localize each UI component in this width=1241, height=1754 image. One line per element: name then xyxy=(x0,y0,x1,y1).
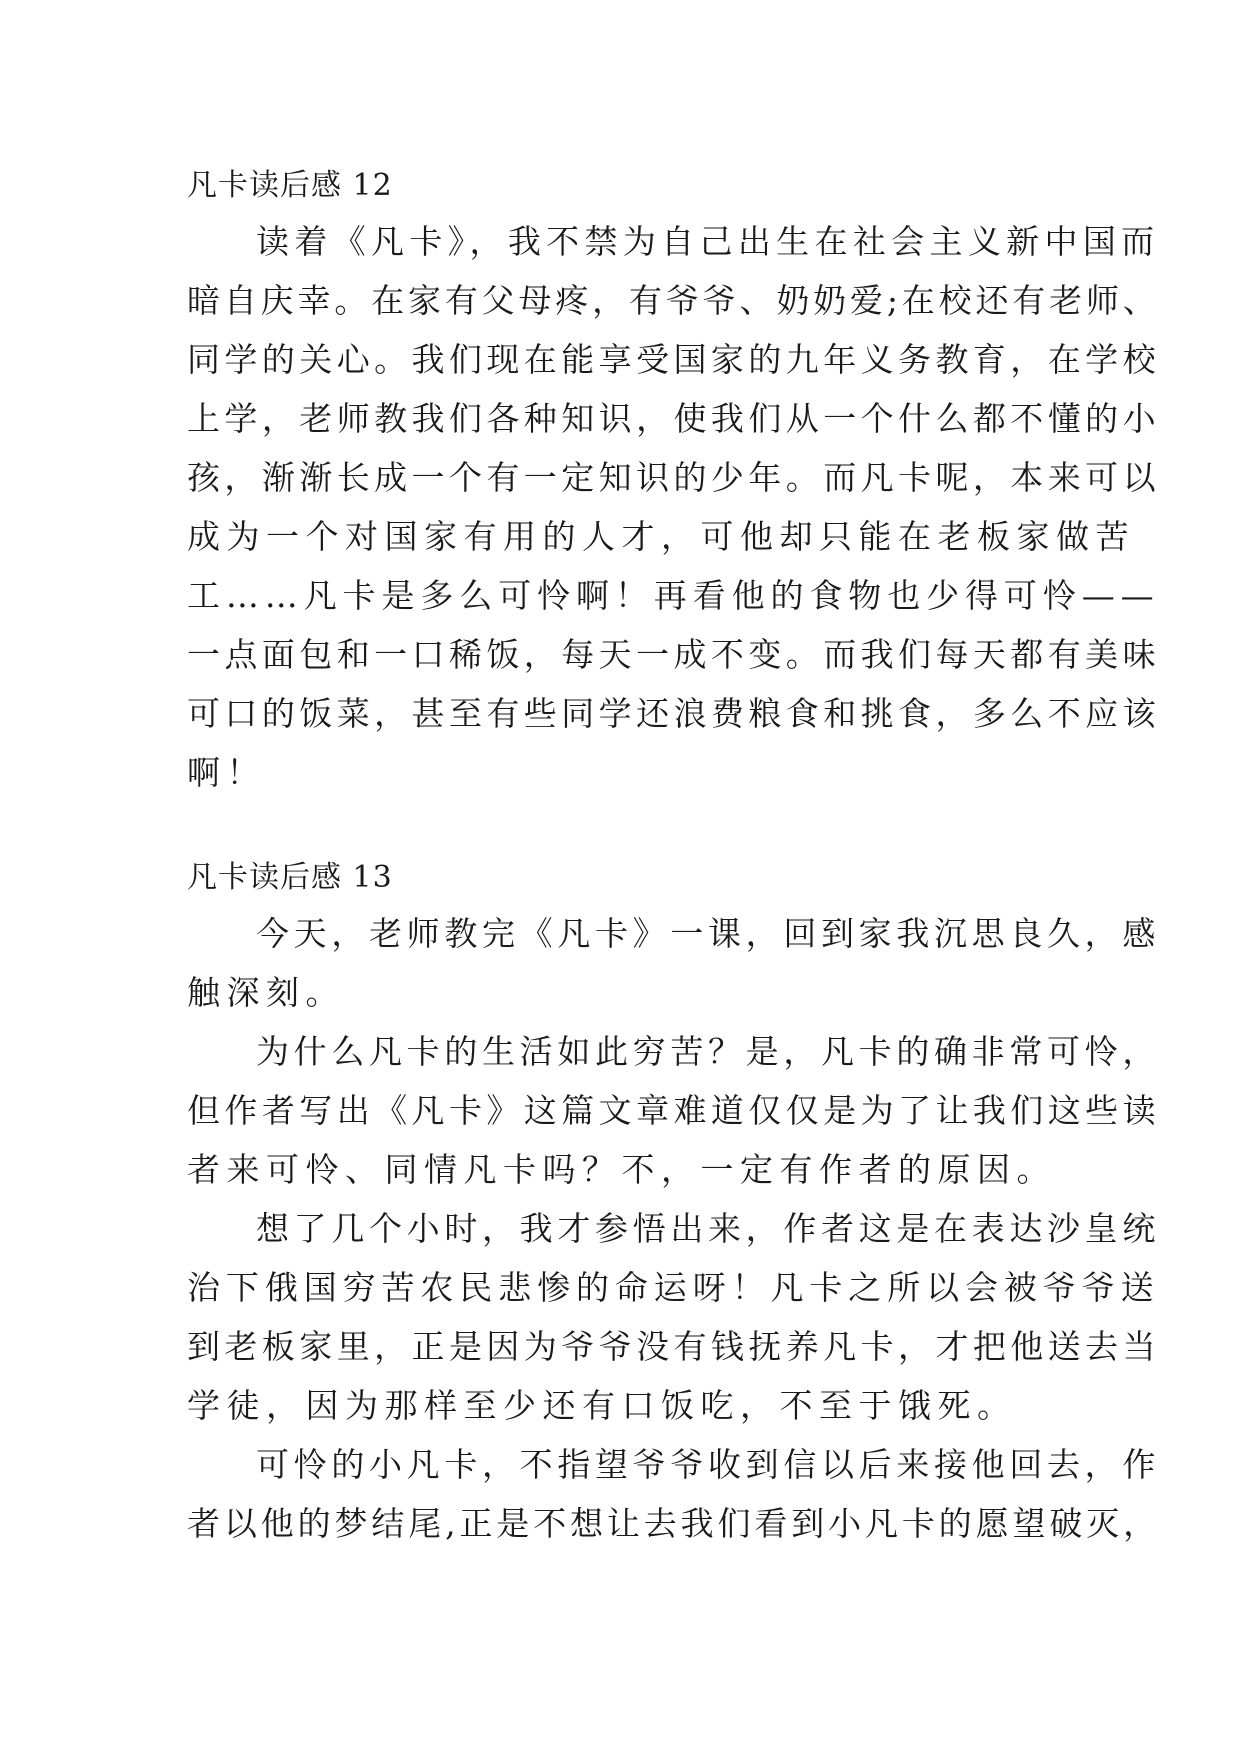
paragraph-line: 者来可怜、同情凡卡吗？不，一定有作者的原因。 xyxy=(187,1150,1056,1189)
paragraph-line: 触深刻。 xyxy=(187,973,345,1012)
section-title-12: 凡卡读后感 12 xyxy=(187,168,393,203)
paragraph-line: 孩，渐渐长成一个有一定知识的少年。而凡卡呢，本来可以 xyxy=(187,458,1160,497)
paragraph-line: 治下俄国穷苦农民悲惨的命运呀！凡卡之所以会被爷爷送 xyxy=(187,1268,1160,1307)
paragraph-line: 为什么凡卡的生活如此穷苦？是，凡卡的确非常可怜， xyxy=(256,1032,1160,1071)
paragraph-line: 一点面包和一口稀饭，每天一成不变。而我们每天都有美味 xyxy=(187,635,1160,674)
paragraph-line: 读着《凡卡》，我不禁为自己出生在社会主义新中国而 xyxy=(256,222,1160,261)
paragraph-line: 今天，老师教完《凡卡》一课，回到家我沉思良久，感 xyxy=(256,914,1160,953)
paragraph-line: 同学的关心。我们现在能享受国家的九年义务教育，在学校 xyxy=(187,340,1160,379)
paragraph-line: 学徒，因为那样至少还有口饭吃，不至于饿死。 xyxy=(187,1386,1017,1425)
paragraph-line: 啊！ xyxy=(187,753,266,792)
paragraph-line: 工……凡卡是多么可怜啊！再看他的食物也少得可怜—— xyxy=(187,576,1160,615)
paragraph-line: 暗自庆幸。在家有父母疼，有爷爷、奶奶爱;在校还有老师、 xyxy=(187,281,1160,320)
paragraph-line: 者以他的梦结尾,正是不想让去我们看到小凡卡的愿望破灭， xyxy=(187,1504,1160,1543)
paragraph-line: 可怜的小凡卡，不指望爷爷收到信以后来接他回去，作 xyxy=(256,1445,1160,1484)
section-title-13: 凡卡读后感 13 xyxy=(187,860,393,895)
paragraph-line: 成为一个对国家有用的人才，可他却只能在老板家做苦 xyxy=(187,517,1135,556)
paragraph-line: 可口的饭菜，甚至有些同学还浪费粮食和挑食，多么不应该 xyxy=(187,694,1160,733)
paragraph-line: 但作者写出《凡卡》这篇文章难道仅仅是为了让我们这些读 xyxy=(187,1091,1160,1130)
paragraph-line: 上学，老师教我们各种知识，使我们从一个什么都不懂的小 xyxy=(187,399,1160,438)
paragraph-line: 想了几个小时，我才参悟出来，作者这是在表达沙皇统 xyxy=(256,1209,1160,1248)
paragraph-line: 到老板家里，正是因为爷爷没有钱抚养凡卡，才把他送去当 xyxy=(187,1327,1160,1366)
